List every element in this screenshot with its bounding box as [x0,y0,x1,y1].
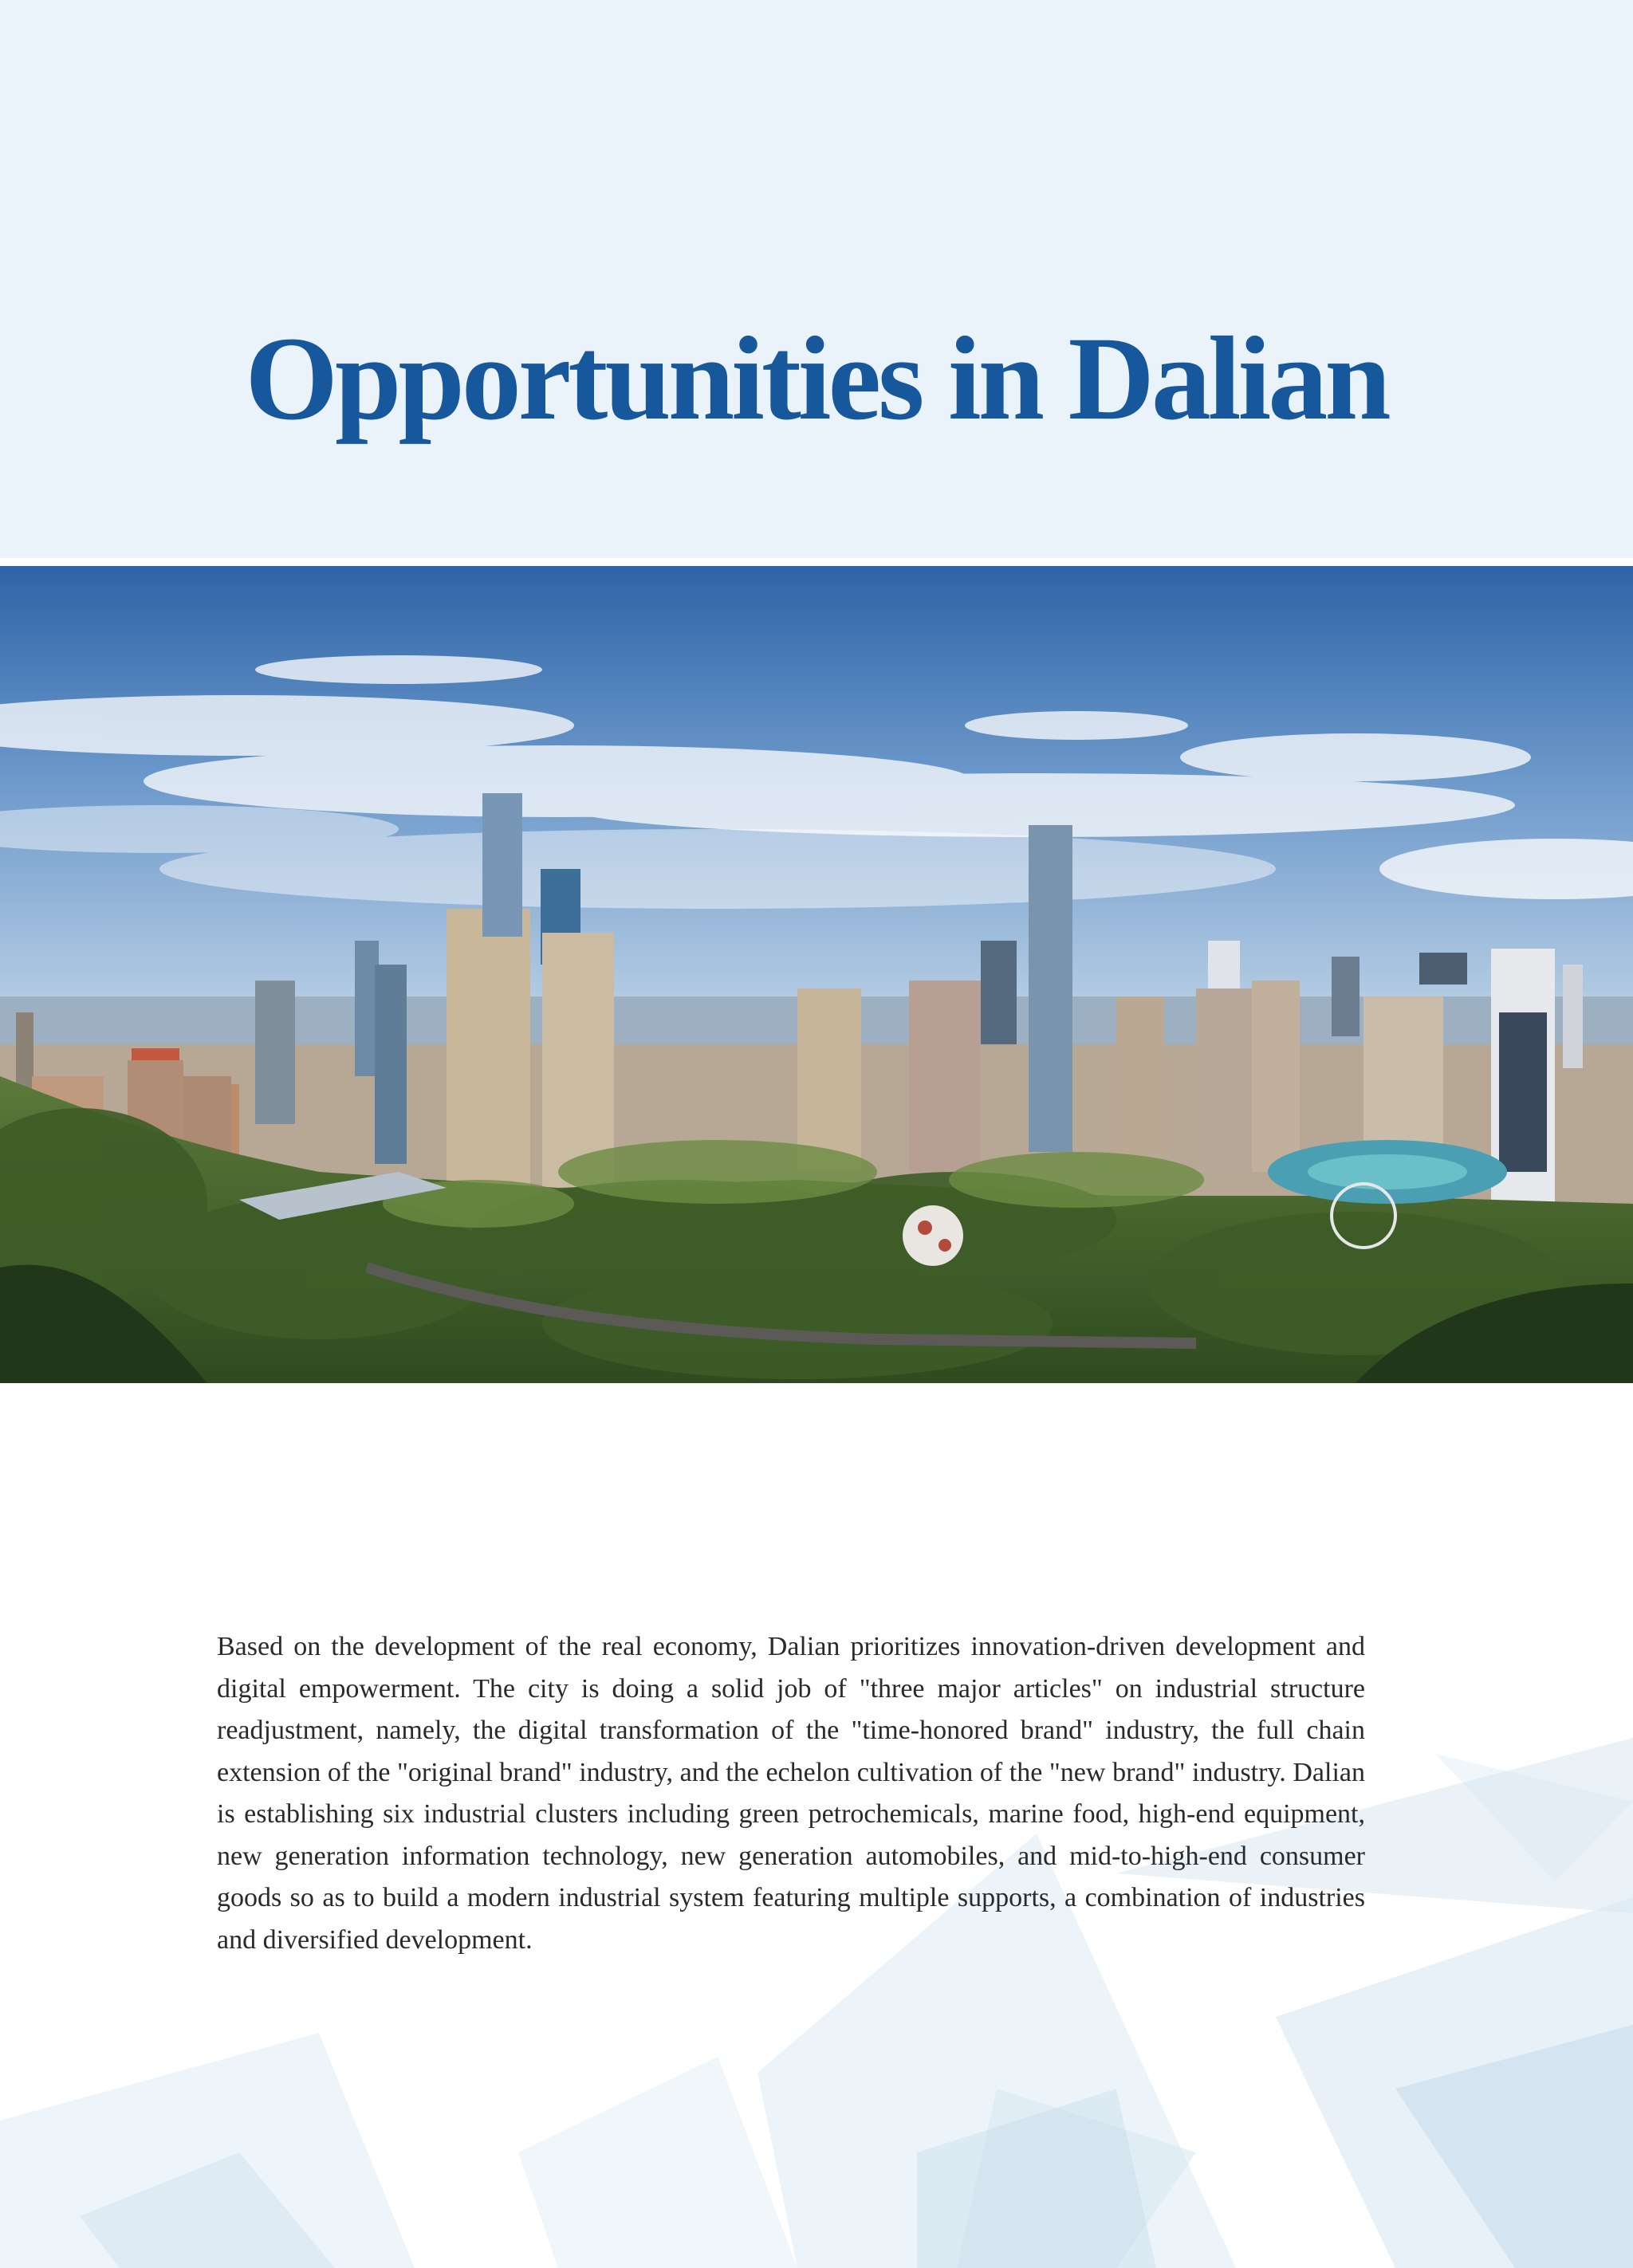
body-paragraph: Based on the development of the real economy, Dalian prioritizes innovation-driven development and digital empowerment. The city is doing a solid job of "three major articles" on industrial structure readjustment, namely, the digital transformation of the "time-honored brand" industry, the full chain extension of the "original brand" industry, and the echelon cultivation of the "new brand" industry. Dalian is establishing six industrial clusters including green petrochemicals, marine food, high-end equipment, new generation information technology, new generation automobiles, and mid-to-high-end consumer goods so as to build a modern industrial system featuring multiple supports, a combination of industries and diversified development. [217,1632,1365,1955]
header-band [0,0,1633,558]
page-title: Opportunities in Dalian [245,312,1388,445]
city-skyline-photo [0,566,1633,1383]
